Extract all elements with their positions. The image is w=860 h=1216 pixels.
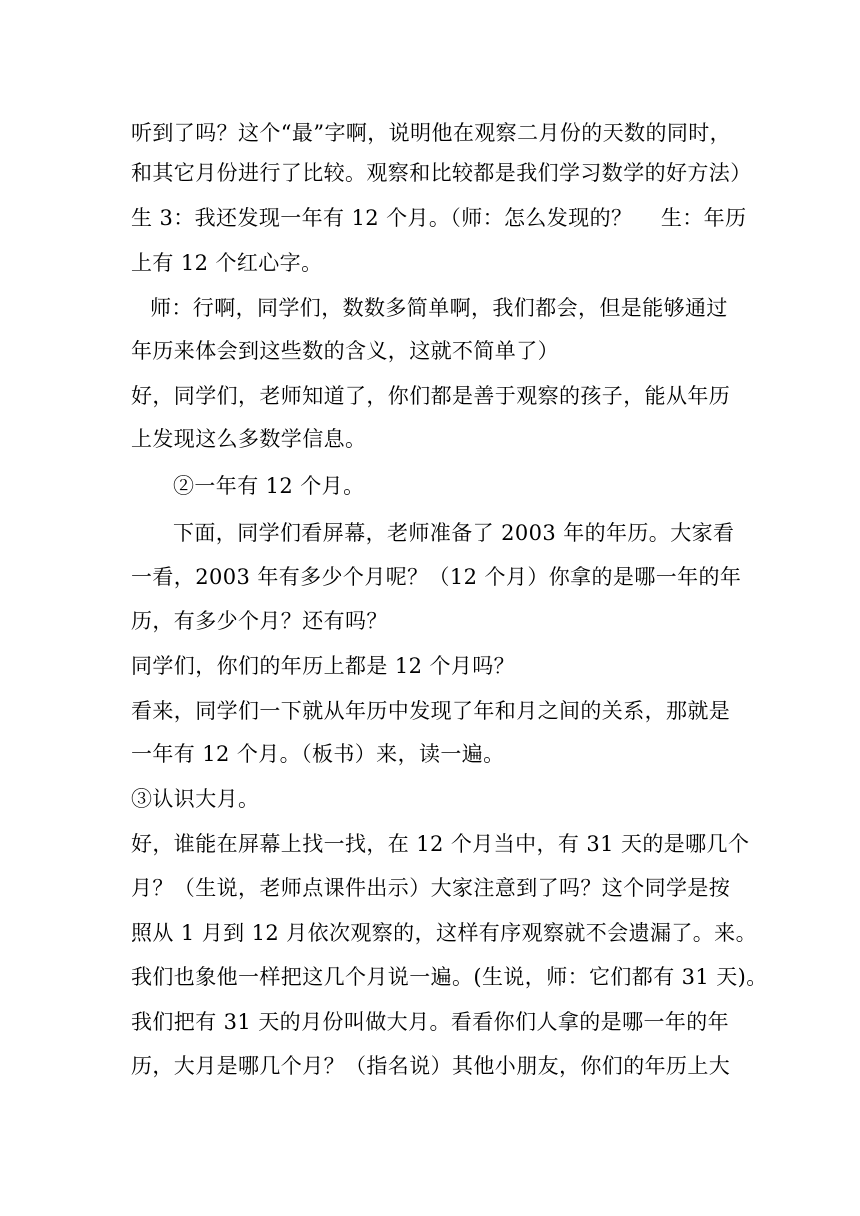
text-line: 一年有 12 个月。（板书）来，读一遍。 <box>131 742 505 766</box>
text-line: 好，谁能在屏幕上找一找，在 12 个月当中，有 31 天的是哪几个 <box>131 832 750 856</box>
text-line: 好，同学们，老师知道了，你们都是善于观察的孩子，能从年历 <box>131 384 731 408</box>
text-line: 师：行啊，同学们，数数多简单啊，我们都会，但是能够通过 <box>150 296 728 320</box>
text-line: 年历来体会到这些数的含义，这就不简单了） <box>131 339 559 363</box>
text-line: 照从 1 月到 12 月依次观察的，这样有序观察就不会遗漏了。来。 <box>131 921 757 945</box>
text-line: 月？（生说，老师点课件出示）大家注意到了吗？这个同学是按 <box>131 876 731 900</box>
text-line: 上有 12 个红心字。 <box>131 251 323 275</box>
text-line: 下面，同学们看屏幕，老师准备了 2003 年的年历。大家看 <box>173 521 735 545</box>
text-line: 听到了吗？这个“最”字啊，说明他在观察二月份的天数的同时， <box>131 121 732 145</box>
text-line: 历，有多少个月？还有吗？ <box>131 609 388 633</box>
text-line: 生 3：我还发现一年有 12 个月。（师：怎么发现的？ 生：年历 <box>131 206 747 230</box>
text-line: 和其它月份进行了比较。观察和比较都是我们学习数学的好方法） <box>131 161 752 185</box>
text-line: 历，大月是哪几个月？（指名说）其他小朋友，你们的年历上大 <box>131 1054 731 1078</box>
text-line: 我们也象他一样把这几个月说一遍。(生说，师：它们都有 31 天)。 <box>131 965 768 989</box>
text-line: 我们把有 31 天的月份叫做大月。看看你们人拿的是哪一年的年 <box>131 1010 730 1034</box>
section-heading: ②一年有 12 个月。 <box>173 474 365 498</box>
text-line: 上发现这么多数学信息。 <box>131 427 367 451</box>
text-line: 同学们，你们的年历上都是 12 个月吗？ <box>131 654 516 678</box>
text-line: 一看，2003 年有多少个月呢？（12 个月）你拿的是哪一年的年 <box>131 565 742 589</box>
text-line: 看来，同学们一下就从年历中发现了年和月之间的关系，那就是 <box>131 699 731 723</box>
section-heading: ③认识大月。 <box>131 787 260 811</box>
